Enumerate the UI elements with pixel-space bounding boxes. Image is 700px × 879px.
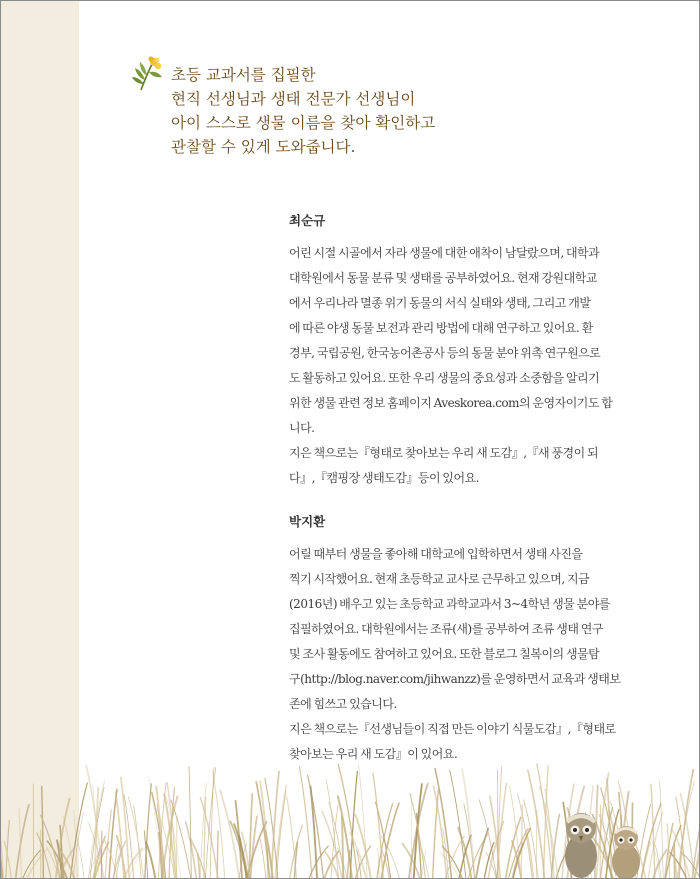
bio-line: 존에 힘쓰고 있습니다.: [289, 697, 397, 711]
author-name: 최순규: [289, 213, 326, 228]
bio-line: 지은 책으로는『형태로 찾아보는 우리 새 도감』,『새 풍경이 되: [289, 446, 599, 460]
grass-blade: [435, 769, 451, 879]
author-section-choi: [289, 211, 637, 491]
author-name: 박지환: [289, 514, 326, 529]
grass-blade: [600, 806, 601, 879]
bio-line: 및 조사 활동에도 참여하고 있어요. 또한 블로그 칠복이의 생물탐: [289, 647, 600, 661]
bio-line: 찾아보는 우리 새 도감』이 있어요.: [289, 747, 458, 761]
bio-line: 도 활동하고 있어요. 또한 우리 생물의 중요성과 소중함을 알리기: [289, 371, 600, 385]
bio-line: 에서 우리나라 멸종 위기 동물의 서식 실태와 생태, 그리고 개발: [289, 296, 591, 310]
grass-blade: [479, 800, 496, 878]
grass-blade: [660, 781, 664, 878]
grass-blade: [213, 771, 225, 878]
grass-blade: [200, 798, 218, 878]
grass-blade: [342, 816, 343, 878]
grass-blade: [23, 850, 41, 878]
author-bio: [289, 542, 637, 767]
bio-line: 집필하였어요. 대학원에서는 조류(새)를 공부하여 조류 생태 연구: [289, 622, 603, 636]
bio-line: 위한 생물 관련 정보 홈페이지 Aveskorea.com의 운영자이기도 합: [289, 396, 613, 410]
bio-line: 다』,『캠핑장 생태도감』등이 있어요.: [289, 471, 479, 485]
grass-blade: [63, 817, 74, 878]
author-bio: [289, 241, 637, 491]
bio-line: 구(http://blog.naver.com/jihwanzz)를 운영하면서 교육과 생태보: [289, 672, 621, 686]
tagline-line: 관찰할 수 있게 도와줍니다.: [171, 138, 356, 156]
grass-meadow-illustration: [1, 738, 700, 878]
bio-line: (2016년) 배우고 있는 초등학교 과학교과서 3~4학년 생물 분야를: [289, 597, 610, 611]
bio-line: 니다.: [289, 421, 315, 435]
bio-line: 어릴 때부터 생물을 좋아해 대학교에 입학하면서 생태 사진을: [289, 547, 583, 561]
bio-line: 경부, 국립공원, 한국농어촌공사 등의 동물 분야 위촉 연구원으로: [289, 346, 601, 360]
grass-blade: [145, 784, 152, 878]
tagline-line: 아이 스스로 생물 이름을 찾아 확인하고: [171, 114, 436, 132]
bio-line: 찍기 시작했어요. 현재 초등학교 교사로 근무하고 있으며, 지금: [289, 572, 590, 586]
bio-line: 지은 책으로는『선생님들이 직접 만든 이야기 식물도감』,『형태로: [289, 722, 616, 736]
grass-blade: [189, 767, 191, 879]
flower-sprig-icon: [131, 56, 163, 92]
tagline-line: 현직 선생님과 생태 전문가 선생님이: [171, 90, 416, 108]
grass-blade: [134, 806, 141, 879]
bio-line: 에 따른 야생 동물 보전과 관리 방법에 대해 연구하고 있어요. 환: [289, 321, 593, 335]
grass-blade: [16, 805, 29, 878]
grass-blade: [19, 808, 21, 878]
bio-line: 어린 시절 시골에서 자라 생물에 대한 애착이 남달랐으며, 대학과: [289, 246, 600, 260]
grass-blade: [260, 840, 266, 878]
author-section-park: [289, 512, 637, 767]
grass-blade: [101, 831, 102, 878]
grass-blade: [544, 766, 549, 878]
tagline: [171, 63, 435, 159]
grass-blade: [359, 766, 368, 879]
tagline-line: 초등 교과서를 집필한: [171, 66, 316, 84]
grass-blade: [674, 844, 675, 878]
bio-line: 대학원에서 동물 분류 및 생태를 공부하였어요. 현재 강원대학교: [289, 271, 597, 285]
grass-blade: [42, 786, 44, 878]
grass-blade: [277, 791, 287, 878]
